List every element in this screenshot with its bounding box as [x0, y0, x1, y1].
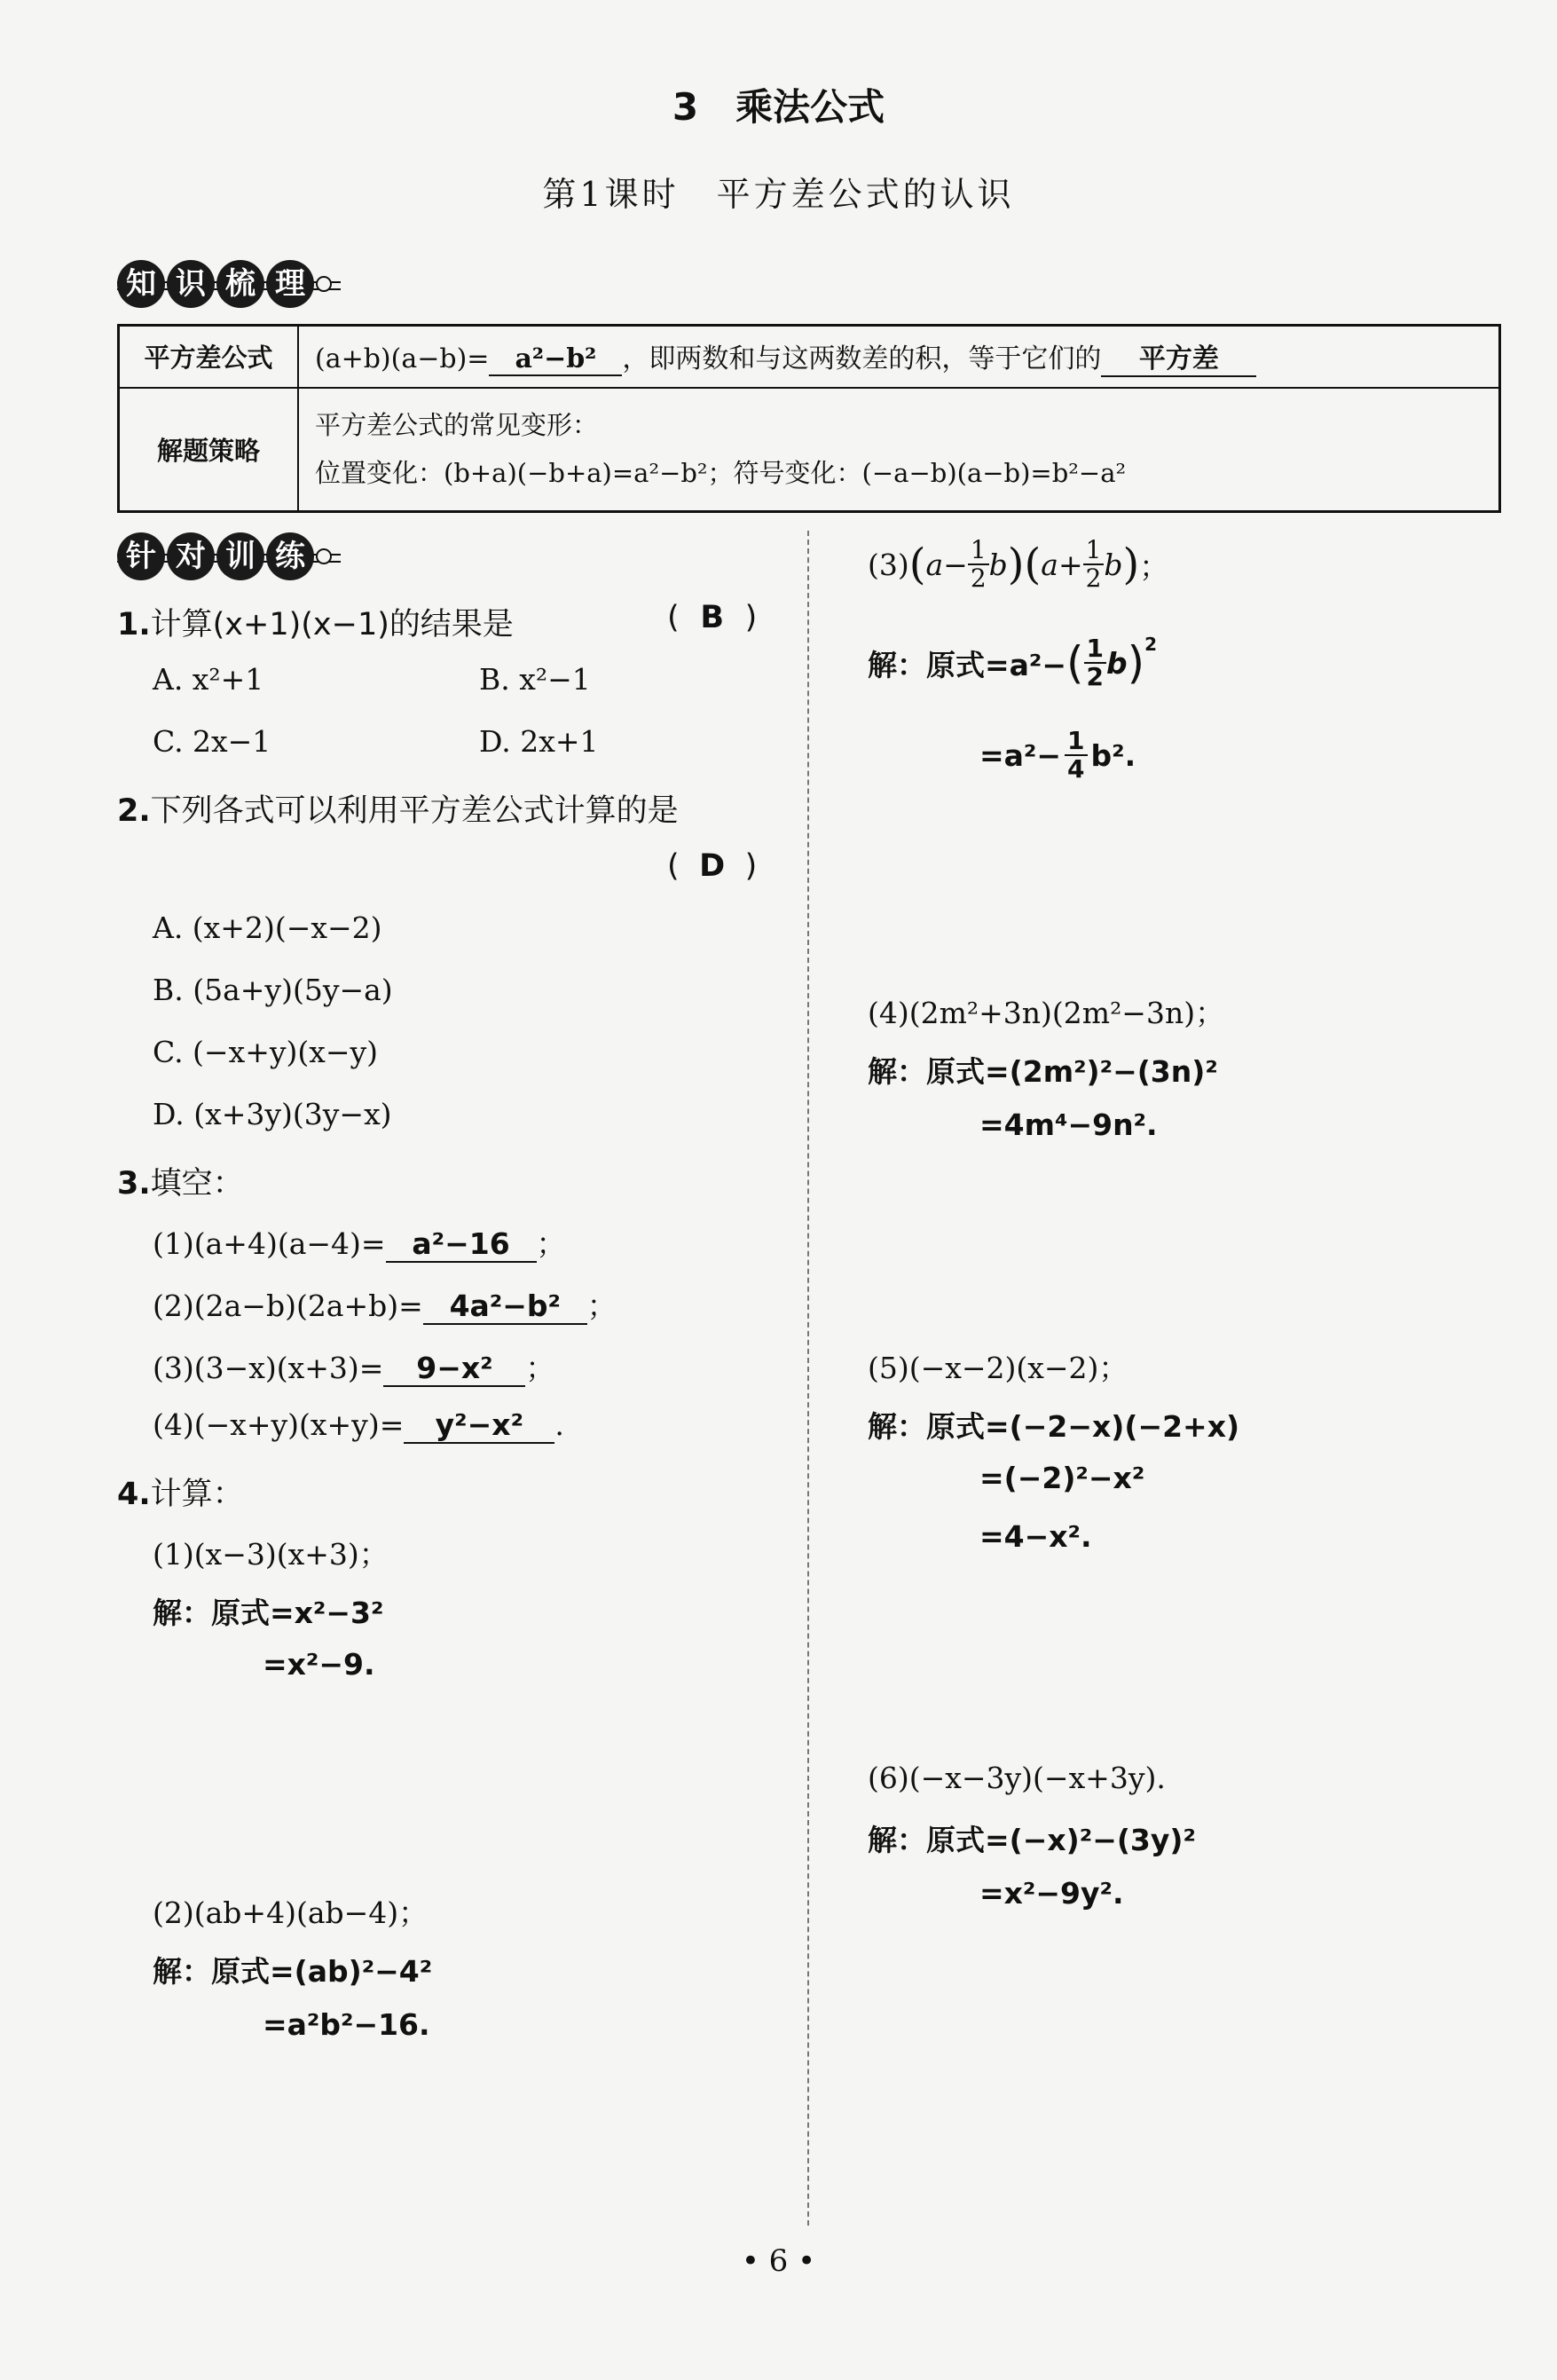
question-text: 计算(x+1)(x−1)的结果是	[150, 607, 514, 642]
solution-text: 解：原式=a²−	[868, 647, 1067, 682]
subquestion-4: (4)(2m²+3n)(2m²−3n)；	[868, 996, 1225, 1030]
formula-fill-answer: 平方差	[1101, 336, 1256, 377]
subquestion-6: (6)(−x−3y)(−x+3y).	[868, 1761, 1166, 1795]
question-text: 填空：	[150, 1166, 244, 1202]
solution-line: 解：原式=(ab)²−4²	[153, 1954, 433, 1989]
badge-char: 练	[266, 532, 314, 580]
subquestion-1: (1)(x−3)(x+3)；	[153, 1537, 389, 1572]
solution-line: =a²− $\frac{1}{4}$ b².	[979, 726, 1136, 784]
subquestion-3: (3) ( a− $\frac{1}{2}$ b ) ( a+ $\frac{1}{2}$ b ) ；	[868, 535, 1169, 593]
question-number: 1.	[117, 607, 151, 642]
page-number: • 6 •	[741, 2243, 816, 2279]
badge-char: 训	[216, 532, 264, 580]
solution-line: =x²−9.	[263, 1647, 375, 1682]
lesson-subtitle: 第1课时 平方差公式的认识	[542, 175, 1015, 214]
solution-line: =(−2)²−x²	[979, 1461, 1145, 1495]
question-text: 下列各式可以利用平方差公式计算的是	[150, 793, 679, 829]
solution-line: =4−x².	[979, 1519, 1092, 1554]
question-number: 2.	[117, 793, 151, 829]
solution-text: b².	[1090, 737, 1136, 773]
solution-text: =a²−	[979, 737, 1062, 773]
fill-answer: 4a²−b²	[423, 1289, 587, 1325]
fill-item	[153, 1221, 566, 1263]
fill-answer: 9−x²	[383, 1351, 525, 1387]
column-divider	[807, 531, 809, 2226]
solution-line: 解：原式=a²− ( 1 2 b ) 2	[868, 634, 1158, 691]
option: A. x²+1	[153, 662, 264, 697]
solution-line: 解：原式=(2m²)²−(3n)²	[868, 1054, 1218, 1089]
fill-end: ；	[525, 1351, 555, 1385]
option: A. (x+2)(−x−2)	[153, 910, 382, 945]
knowledge-badge	[117, 258, 341, 310]
badge-char: 理	[266, 260, 314, 308]
fill-expr: (4)(−x+y)(x+y)=	[153, 1407, 405, 1442]
option: B. x²−1	[479, 662, 591, 697]
solution-line: =x²−9y².	[979, 1876, 1124, 1911]
question-number: 3.	[117, 1166, 151, 1202]
solution-line: =4m⁴−9n².	[979, 1107, 1158, 1142]
answer-choice: D	[699, 848, 726, 884]
fill-answer: y²−x²	[404, 1407, 554, 1444]
badge-char: 针	[117, 532, 165, 580]
answer-bracket: ( B )	[667, 600, 758, 635]
subquestion-label: (3)	[868, 547, 909, 582]
option: B. (5a+y)(5y−a)	[153, 973, 393, 1007]
subquestion-end: ；	[1139, 548, 1169, 584]
formula-lead: (a+b)(a−b)=	[315, 343, 490, 374]
fill-expr: (2)(2a−b)(2a+b)=	[153, 1289, 423, 1323]
question-number: 4.	[117, 1477, 151, 1512]
strategy-line: 平方差公式的常见变形：	[315, 410, 599, 441]
question-text: 计算：	[150, 1477, 244, 1512]
fill-end: ；	[586, 1289, 617, 1323]
answer-bracket: ( D )	[667, 848, 758, 884]
answer-choice: B	[700, 600, 724, 635]
question-2	[117, 786, 679, 831]
knowledge-table	[117, 324, 1501, 513]
table-cell-strategy	[298, 388, 1500, 512]
formula-middle: ，即两数和与这两数差的积，等于它们的	[622, 343, 1102, 374]
badge-char: 知	[117, 260, 165, 308]
question-3	[117, 1159, 244, 1203]
option: C. (−x+y)(x−y)	[153, 1035, 379, 1069]
formula-fill: a²−b²	[489, 343, 622, 376]
solution-line: 解：原式=(−x)²−(3y)²	[868, 1823, 1196, 1857]
fill-expr: (1)(a+4)(a−4)=	[153, 1226, 386, 1261]
table-head-strategy: 解题策略	[119, 388, 299, 512]
badge-char: 梳	[216, 260, 264, 308]
table-cell-formula	[298, 326, 1500, 388]
badge-char: 识	[167, 260, 215, 308]
table-head-formula: 平方差公式	[119, 326, 299, 388]
fill-item	[153, 1345, 554, 1387]
subquestion-2: (2)(ab+4)(ab−4)；	[153, 1895, 429, 1930]
solution-line: =a²b²−16.	[263, 2007, 430, 2042]
strategy-line: 位置变化：(b+a)(−b+a)=a²−b²；符号变化：(−a−b)(a−b)=b²−a²	[315, 458, 1127, 489]
fill-expr: (3)(3−x)(x+3)=	[153, 1351, 384, 1385]
option: D. 2x+1	[479, 724, 599, 759]
fill-answer: a²−16	[386, 1226, 537, 1263]
fill-end: .	[554, 1407, 564, 1442]
badge-char: 对	[167, 532, 215, 580]
subquestion-5: (5)(−x−2)(x−2)；	[868, 1351, 1128, 1385]
fill-item	[153, 1283, 617, 1325]
fill-end: ；	[536, 1226, 566, 1261]
fill-item	[153, 1407, 564, 1444]
question-1	[117, 600, 514, 644]
solution-line: 解：原式=x²−3²	[153, 1596, 384, 1630]
training-badge	[117, 531, 341, 582]
question-4	[117, 1470, 244, 1514]
option: D. (x+3y)(3y−x)	[153, 1097, 392, 1131]
solution-line: 解：原式=(−2−x)(−2+x)	[868, 1409, 1240, 1444]
page-title: 3 乘法公式	[672, 85, 885, 129]
option: C. 2x−1	[153, 724, 271, 759]
